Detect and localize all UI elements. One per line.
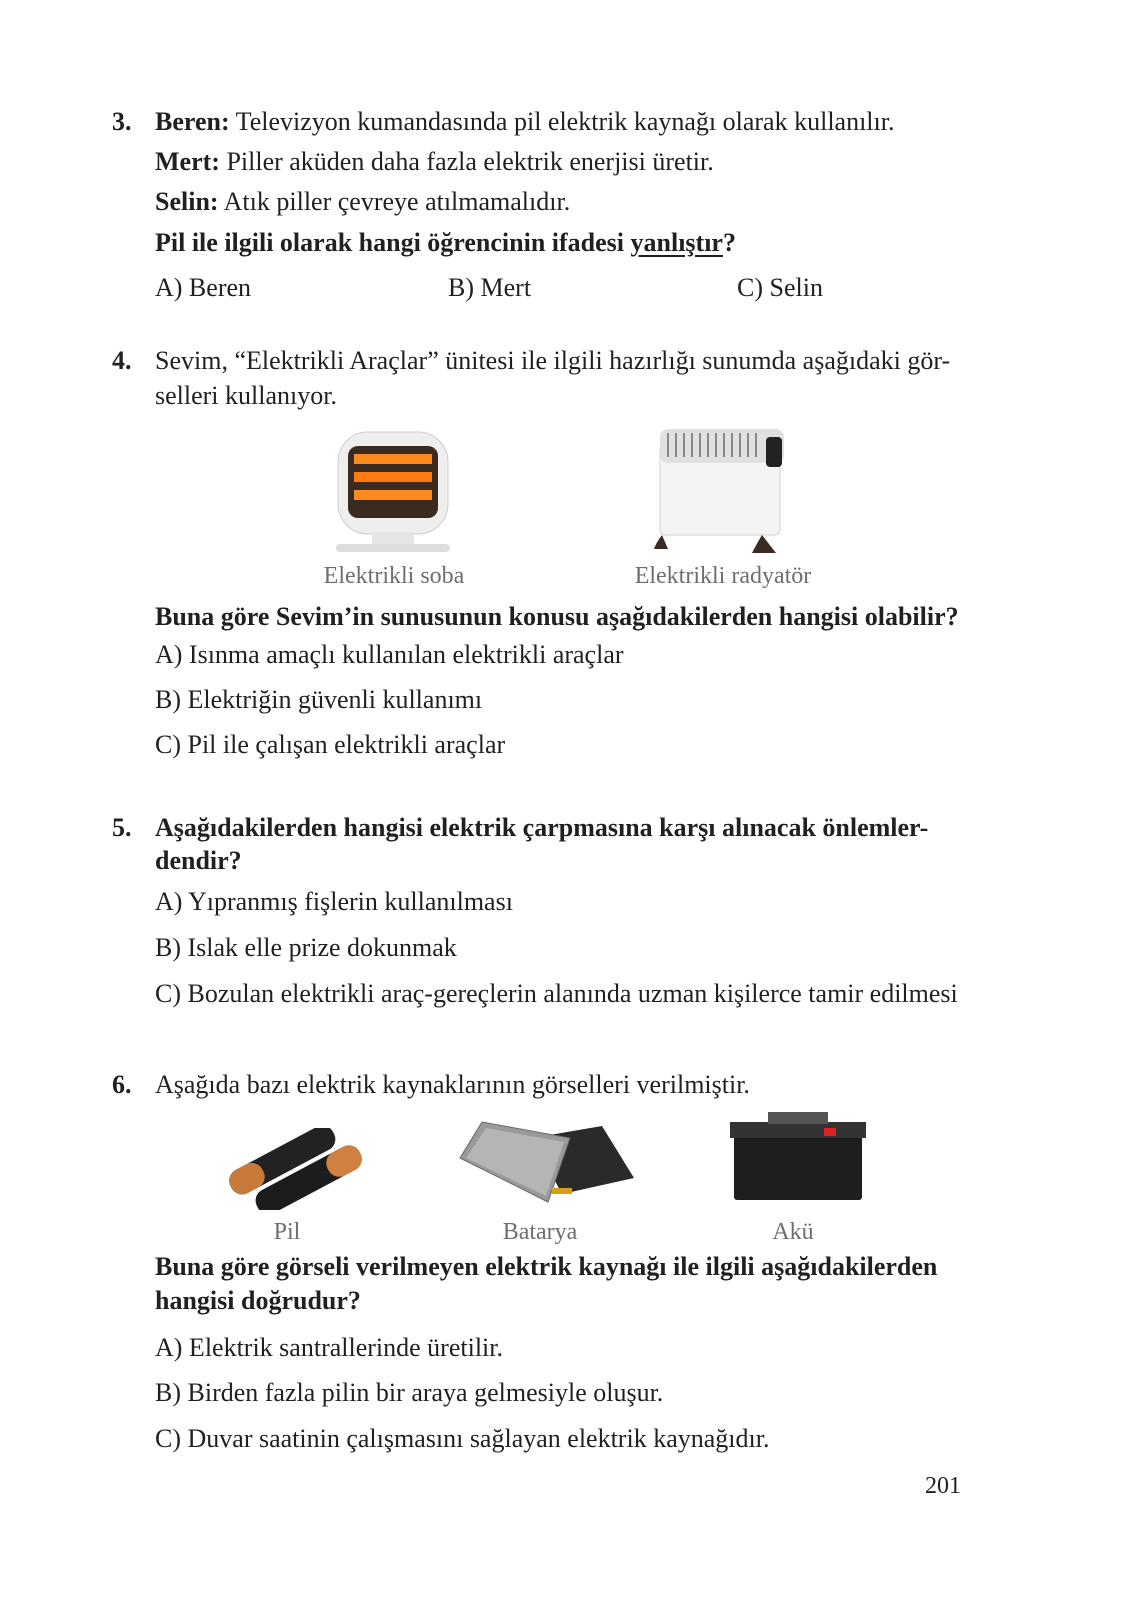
image-caption: Pil bbox=[273, 1219, 301, 1245]
option-b[interactable]: B) Mert bbox=[448, 273, 532, 302]
speaker: Mert: bbox=[155, 147, 220, 176]
question-prompt: Aşağıdakilerden hangisi elektrik çarpmasına karşı alınacak önlemler- bbox=[155, 813, 929, 842]
option-c[interactable]: C) Pil ile çalışan elektrikli araçlar bbox=[155, 730, 506, 759]
option-b[interactable]: B) Islak elle prize dokunmak bbox=[155, 933, 457, 962]
electric-heater-icon bbox=[332, 428, 454, 556]
question-prompt: hangisi doğrudur? bbox=[155, 1286, 361, 1315]
image-caption: Akü bbox=[772, 1219, 814, 1245]
statement-text: Atık piller çevreye atılmamalıdır. bbox=[223, 187, 571, 216]
option-b[interactable]: B) Elektriğin güvenli kullanımı bbox=[155, 685, 483, 714]
question-text: Aşağıda bazı elektrik kaynaklarının görselleri verilmiştir. bbox=[155, 1070, 750, 1099]
question-number: 3. bbox=[112, 107, 132, 136]
option-c[interactable]: C) Selin bbox=[737, 273, 823, 302]
speaker: Beren: bbox=[155, 107, 230, 136]
option-c[interactable]: C) Duvar saatinin çalışmasını sağlayan elektrik kaynağıdır. bbox=[155, 1424, 770, 1453]
question-prompt: dendir? bbox=[155, 846, 242, 875]
statement-text: Televizyon kumandasında pil elektrik kaynağı olarak kullanılır. bbox=[235, 107, 895, 136]
prompt-end: ? bbox=[722, 228, 736, 257]
option-b[interactable]: B) Birden fazla pilin bir araya gelmesiyle oluşur. bbox=[155, 1378, 664, 1407]
battery-cells-icon bbox=[222, 1128, 368, 1210]
option-c[interactable]: C) Bozulan elektrikli araç-gereçlerin alanında uzman kişilerce tamir edilmesi bbox=[155, 979, 958, 1008]
question-number: 4. bbox=[112, 346, 132, 375]
option-a[interactable]: A) Elektrik santrallerinde üretilir. bbox=[155, 1333, 503, 1362]
question-prompt: Buna göre görseli verilmeyen elektrik kaynağı ile ilgili aşağıdakilerden bbox=[155, 1252, 938, 1281]
phone-battery-icon bbox=[452, 1118, 636, 1210]
page-number: 201 bbox=[925, 1473, 961, 1499]
image-caption: Batarya bbox=[502, 1219, 578, 1245]
car-battery-icon bbox=[728, 1108, 868, 1204]
question-number: 6. bbox=[112, 1070, 132, 1099]
speaker: Selin: bbox=[155, 187, 219, 216]
question-text: Sevim, “Elektrikli Araçlar” ünitesi ile ilgili hazırlığı sunumda aşağıdaki gör- bbox=[155, 346, 951, 375]
option-a[interactable]: A) Beren bbox=[155, 273, 252, 302]
statement-mert bbox=[155, 147, 714, 177]
statement-text: Piller aküden daha fazla elektrik enerjisi üretir. bbox=[226, 147, 714, 176]
question-number: 5. bbox=[112, 813, 132, 842]
question-text: selleri kullanıyor. bbox=[155, 381, 337, 410]
image-caption: Elektrikli radyatör bbox=[634, 563, 812, 589]
question-prompt bbox=[155, 228, 736, 258]
option-a[interactable]: A) Yıpranmış fişlerin kullanılması bbox=[155, 887, 513, 916]
electric-radiator-icon bbox=[652, 423, 792, 558]
statement-selin bbox=[155, 187, 570, 217]
prompt-underlined: yanlıştır bbox=[630, 228, 723, 257]
statement-beren bbox=[155, 107, 894, 137]
image-caption: Elektrikli soba bbox=[323, 563, 465, 589]
question-prompt: Buna göre Sevim’in sunusunun konusu aşağıdakilerden hangisi olabilir? bbox=[155, 602, 959, 631]
option-a[interactable]: A) Isınma amaçlı kullanılan elektrikli araçlar bbox=[155, 640, 624, 669]
prompt-text: Pil ile ilgili olarak hangi öğrencinin ifadesi bbox=[155, 228, 631, 257]
